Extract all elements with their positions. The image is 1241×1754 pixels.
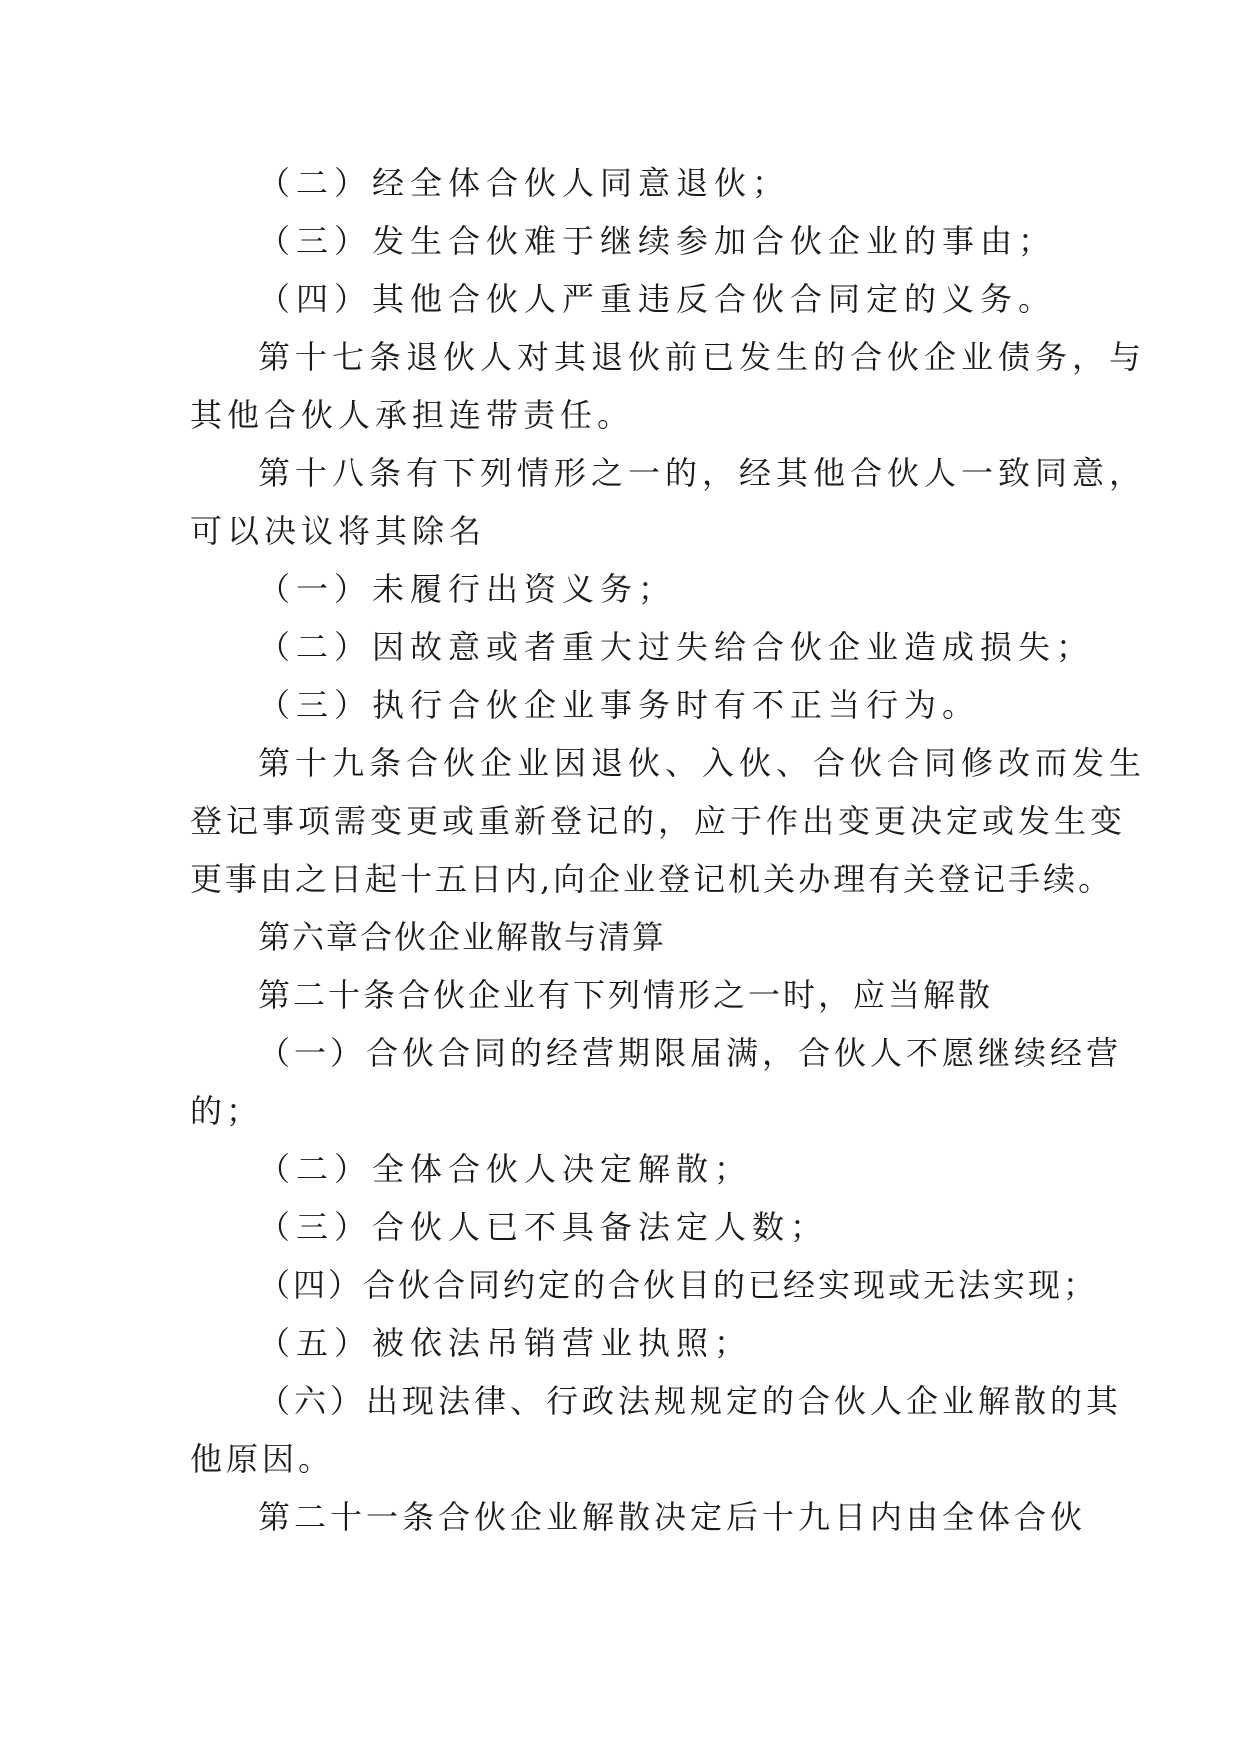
text-line: （三）合伙人已不具备法定人数； [258,1208,829,1246]
text-line: 他原因。 [190,1440,335,1478]
text-line: （二）经全体合伙人同意退伙； [258,164,791,202]
text-line: （四）其他合伙人严重违反合伙合同定的义务。 [258,280,1057,318]
text-line: （五）被依法吊销营业执照； [258,1324,753,1362]
text-line: 登记事项需变更或重新登记的，应于作出变更决定或发生变 [190,802,1127,840]
text-line: 更事由之日起十五日内,向企业登记机关办理有关登记手续。 [190,860,1114,898]
text-line: 可以决议将其除名 [190,512,487,550]
text-line: （二）因故意或者重大过失给合伙企业造成损失； [258,628,1095,666]
text-line: （一）未履行出资义务； [258,570,677,608]
text-line: 第十七条退伙人对其退伙前已发生的合伙企业债务，与 [258,338,1147,376]
text-line: 第二十一条合伙企业解散决定后十九日内由全体合伙 [258,1498,1087,1536]
text-line: 的； [190,1092,263,1130]
text-line: （三）发生合伙难于继续参加合伙企业的事由； [258,222,1057,260]
text-line: （二）全体合伙人决定解散； [258,1150,753,1188]
text-line: （六）出现法律、行政法规规定的合伙人企业解散的其 [258,1382,1123,1420]
text-line: 其他合伙人承担连带责任。 [190,396,635,434]
text-line: 第十八条有下列情形之一的，经其他合伙人一致同意， [258,454,1147,492]
section-heading: 第六章合伙企业解散与清算 [258,918,667,956]
text-line: 第二十条合伙企业有下列情形之一时，应当解散 [258,976,994,1014]
text-line: （四）合伙合同约定的合伙目的已经实现或无法实现； [258,1266,1099,1304]
text-line: （一）合伙合同的经营期限届满，合伙人不愿继续经营 [258,1034,1123,1072]
text-line: 第十九条合伙企业因退伙、入伙、合伙合同修改而发生 [258,744,1147,782]
text-line: （三）执行合伙企业事务时有不正当行为。 [258,686,981,724]
